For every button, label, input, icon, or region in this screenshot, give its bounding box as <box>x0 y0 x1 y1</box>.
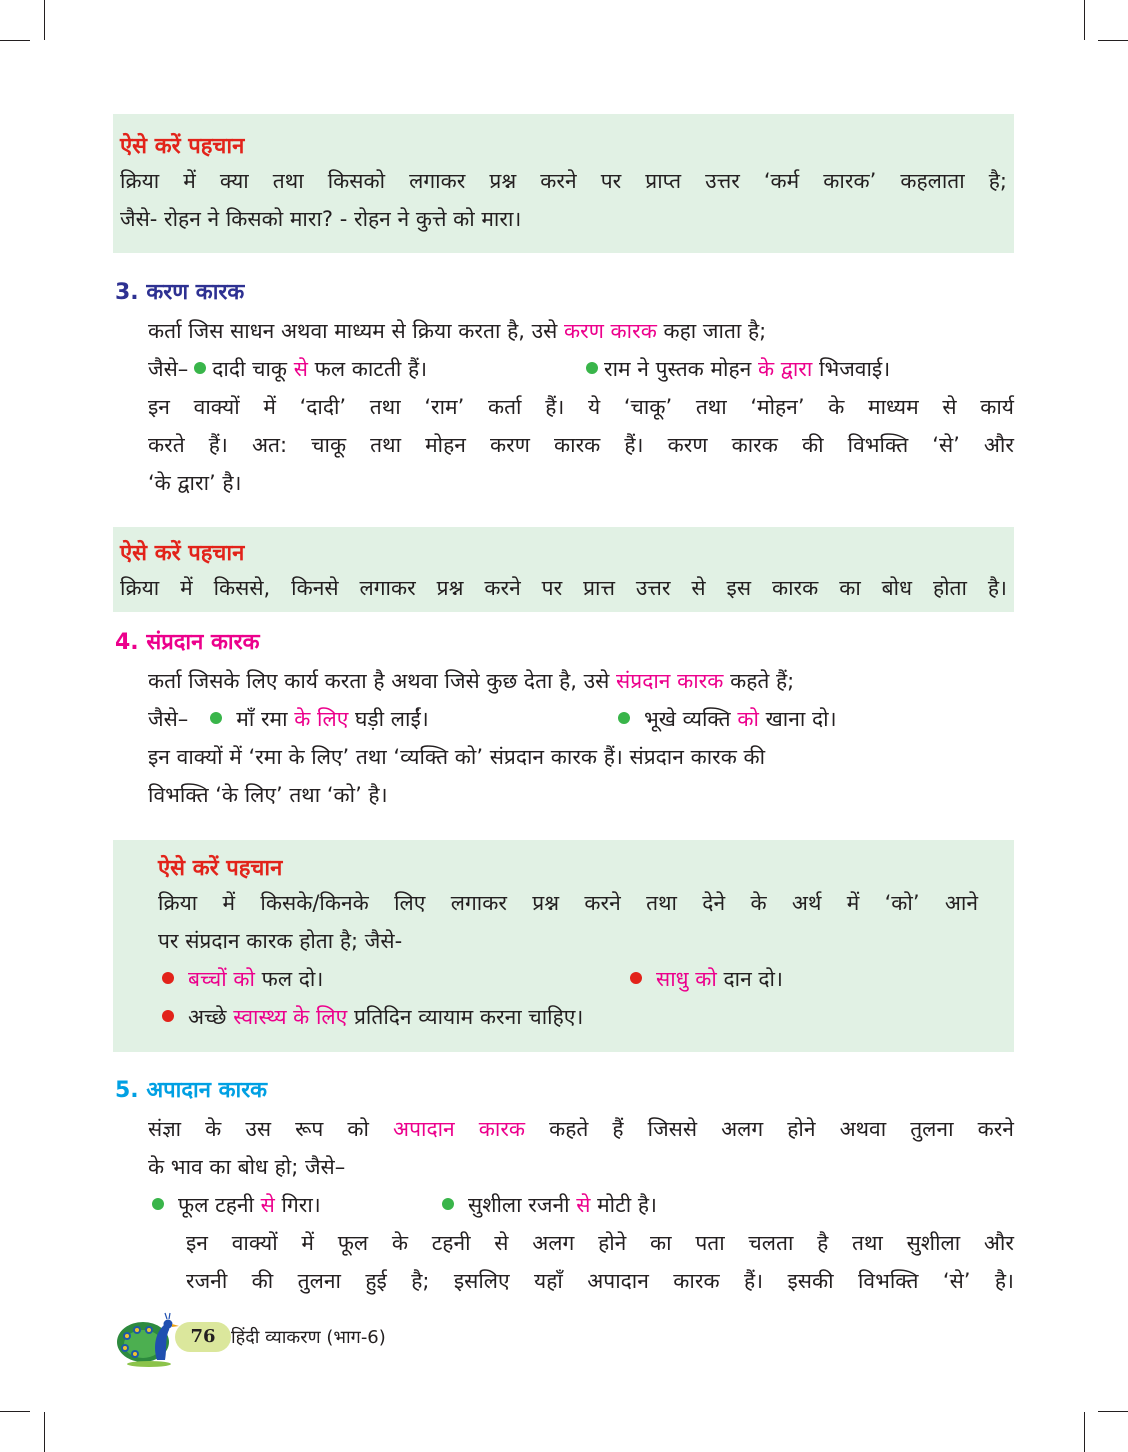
bullet-2: साधु को दान दो। <box>624 960 783 998</box>
highlight-term: संप्रदान कारक <box>616 669 724 693</box>
box-text-line: क्रिया में किससे, किनसे लगाकर प्रश्न करने पर प्रात्त उत्तर से इस कारक का बोध होता है। <box>120 576 1007 600</box>
identify-box-karm <box>113 114 1014 253</box>
section-heading-karan <box>115 278 244 308</box>
crop-mark <box>1098 1411 1128 1412</box>
paragraph-line: करते हैं। अत: चाकू तथा मोहन करण कारक हैं। करण कारक की विभक्ति ‘से’ और <box>148 433 1014 457</box>
bullet-line: अच्छे स्वास्थ्य के लिए प्रतिदिन व्यायाम करना चाहिए। <box>158 998 978 1036</box>
section-body-sampradan <box>148 662 1014 814</box>
bullet-line: बच्चों को फल दो। साधु को दान दो। <box>158 960 978 998</box>
example-2: राम ने पुस्तक मोहन के द्वारा भिजवाई। <box>580 350 890 388</box>
identify-box-karan <box>113 527 1014 612</box>
section-title: अपादान कारक <box>146 1078 268 1103</box>
box-text-line: पर संप्रदान कारक होता है; जैसे- <box>158 929 403 953</box>
bullet-icon <box>162 1010 174 1022</box>
box-title: ऐसे करें पहचान <box>120 134 245 159</box>
box-text-line: क्रिया में किसके/किनके लिए लगाकर प्रश्न करने तथा देने के अर्थ में ‘को’ आने <box>158 891 978 915</box>
box-text-line: जैसे- रोहन ने किसको मारा? - रोहन ने कुत्ते को मारा। <box>120 207 522 231</box>
bullet-icon <box>152 1198 164 1210</box>
box-title: ऐसे करें पहचान <box>120 541 245 566</box>
section-body-apadan <box>148 1110 1014 1300</box>
section-number: 3. <box>115 280 139 305</box>
example-2: सुशीला रजनी से मोटी है। <box>436 1186 657 1224</box>
page-footer <box>113 1308 513 1368</box>
bullet-icon <box>162 972 174 984</box>
definition-line: संज्ञा के उस रूप को अपादान कारक कहते हैं जिससे अलग होने अथवा तुलना करने <box>148 1117 1014 1141</box>
example-line: जैसे– दादी चाकू से फल काटती हैं। राम ने पुस्तक मोहन के द्वारा भिजवाई। <box>148 350 1014 388</box>
section-number: 4. <box>115 630 139 655</box>
section-body-karan <box>148 312 1014 502</box>
crop-mark <box>0 40 30 41</box>
crop-mark <box>44 1412 45 1452</box>
section-title: संप्रदान कारक <box>146 630 260 655</box>
identify-box-sampradan <box>113 840 1014 1052</box>
page-number: 76 <box>175 1322 231 1352</box>
crop-mark <box>1084 1412 1085 1452</box>
section-heading-apadan <box>115 1076 267 1106</box>
example-line: फूल टहनी से गिरा। सुशीला रजनी से मोटी है। <box>148 1186 1014 1224</box>
definition-line: कर्ता जिसके लिए कार्य करता है अथवा जिसे कुछ देता है, उसे संप्रदान कारक कहते हैं; <box>148 669 795 693</box>
bullet-icon <box>618 712 630 724</box>
paragraph-line: रजनी की तुलना हुई है; इसलिए यहाँ अपादान कारक हैं। इसकी विभक्ति ‘से’ है। <box>186 1269 1014 1293</box>
crop-mark <box>0 1411 30 1412</box>
bullet-icon <box>442 1198 454 1210</box>
crop-mark <box>1098 40 1128 41</box>
highlight-term: अपादान कारक <box>393 1117 526 1141</box>
definition-line: कर्ता जिस साधन अथवा माध्यम से क्रिया करता है, उसे करण कारक कहा जाता है; <box>148 319 767 343</box>
section-title: करण कारक <box>146 280 245 305</box>
bullet-icon <box>194 362 206 374</box>
bullet-icon <box>210 712 222 724</box>
box-text-line: क्रिया में क्या तथा किसको लगाकर प्रश्न करने पर प्राप्त उत्तर ‘कर्म कारक’ कहलाता है; <box>120 169 1007 193</box>
paragraph-line: इन वाक्यों में ‘रमा के लिए’ तथा ‘व्यक्ति को’ संप्रदान कारक हैं। संप्रदान कारक की <box>148 745 766 769</box>
definition-line: के भाव का बोध हो; जैसे– <box>148 1155 346 1179</box>
crop-mark <box>44 0 45 40</box>
bullet-icon <box>630 972 642 984</box>
book-title: हिंदी व्याकरण (भाग-6) <box>231 1327 386 1348</box>
paragraph-line: विभक्ति ‘के लिए’ तथा ‘को’ है। <box>148 783 388 807</box>
example-2: भूखे व्यक्ति को खाना दो। <box>612 700 837 738</box>
highlight-term: करण कारक <box>563 319 657 343</box>
section-number: 5. <box>115 1078 139 1103</box>
paragraph-line: ‘के द्वारा’ है। <box>148 471 242 495</box>
crop-mark <box>1084 0 1085 40</box>
paragraph-line: इन वाक्यों में ‘दादी’ तथा ‘राम’ कर्ता हैं। ये ‘चाकू’ तथा ‘मोहन’ के माध्यम से कार्य <box>148 395 1014 419</box>
example-line: जैसे– माँ रमा के लिए घड़ी लाईं। भूखे व्यक्ति को खाना दो। <box>148 700 1014 738</box>
paragraph-line: इन वाक्यों में फूल के टहनी से अलग होने का पता चलता है तथा सुशीला और <box>186 1231 1014 1255</box>
bullet-icon <box>586 362 598 374</box>
box-title: ऐसे करें पहचान <box>158 856 283 881</box>
section-heading-sampradan <box>115 628 259 658</box>
